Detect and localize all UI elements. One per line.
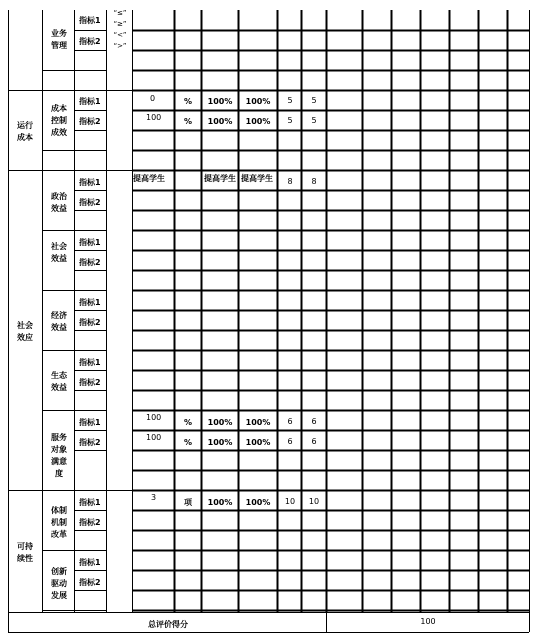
value: 100% bbox=[207, 438, 233, 447]
indicator-label: 指标2 bbox=[79, 378, 101, 387]
operator-symbol: “≥” bbox=[113, 20, 127, 28]
value: 100% bbox=[245, 97, 271, 106]
category-sustainability: 可持 续性 bbox=[17, 542, 33, 563]
value: 100% bbox=[245, 438, 271, 447]
score: 10 bbox=[308, 497, 320, 506]
score: 5 bbox=[311, 96, 317, 105]
indicator-label: 指标1 bbox=[79, 298, 101, 307]
score: 6 bbox=[287, 417, 293, 426]
score: 5 bbox=[311, 116, 317, 125]
sub-category-political: 政治 效益 bbox=[51, 192, 67, 213]
sub-category-innovation: 创新 驱动 发展 bbox=[51, 567, 67, 600]
indicator-label: 指标1 bbox=[79, 238, 101, 247]
value: 100% bbox=[207, 498, 233, 507]
unit: % bbox=[183, 117, 192, 126]
target-value: 100 bbox=[146, 413, 162, 422]
sub-category-satisfaction: 服务 对象 满意 度 bbox=[51, 433, 67, 478]
indicator-label: 指标2 bbox=[79, 258, 101, 267]
target-value: 100 bbox=[146, 433, 162, 442]
sub-category-cost-control: 成本 控制 成效 bbox=[51, 104, 67, 137]
unit: % bbox=[183, 438, 192, 447]
score: 6 bbox=[287, 437, 293, 446]
indicator-label: 指标2 bbox=[79, 518, 101, 527]
score: 8 bbox=[311, 177, 317, 186]
indicator-label: 指标2 bbox=[79, 318, 101, 327]
value: 提高学生 bbox=[204, 174, 236, 183]
target-value: 0 bbox=[150, 94, 156, 103]
sub-category-business-mgmt: 业务 管理 bbox=[51, 29, 67, 50]
score: 5 bbox=[287, 116, 293, 125]
category-social-effect: 社会 效应 bbox=[17, 321, 33, 342]
unit: % bbox=[183, 97, 192, 106]
indicator-label: 指标1 bbox=[79, 178, 101, 187]
target-value: 提高学生 bbox=[133, 174, 165, 183]
indicator-label: 指标2 bbox=[79, 117, 101, 126]
value: 100% bbox=[245, 418, 271, 427]
indicator-label: 指标1 bbox=[79, 97, 101, 106]
sub-category-economic: 经济 效益 bbox=[51, 311, 67, 332]
score: 8 bbox=[287, 177, 293, 186]
indicator-label: 指标2 bbox=[79, 198, 101, 207]
unit: % bbox=[183, 418, 192, 427]
indicator-label: 指标2 bbox=[79, 37, 101, 46]
total-score-label: 总评价得分 bbox=[148, 620, 188, 629]
score: 6 bbox=[311, 417, 317, 426]
score: 5 bbox=[287, 96, 293, 105]
unit: 项 bbox=[184, 498, 192, 507]
target-value: 3 bbox=[151, 493, 157, 502]
indicator-label: 指标2 bbox=[79, 578, 101, 587]
score: 6 bbox=[311, 437, 317, 446]
sub-category-social: 社会 效益 bbox=[51, 242, 67, 263]
operator-symbol: “≤” bbox=[113, 9, 127, 17]
category-operating-cost: 运行 成本 bbox=[17, 121, 33, 142]
value: 100% bbox=[245, 117, 271, 126]
value: 提高学生 bbox=[241, 174, 273, 183]
target-value: 100 bbox=[146, 113, 162, 122]
indicator-label: 指标1 bbox=[79, 16, 101, 25]
value: 100% bbox=[207, 117, 233, 126]
value: 100% bbox=[245, 498, 271, 507]
value: 100% bbox=[207, 418, 233, 427]
sub-category-mechanism-reform: 体制 机制 改革 bbox=[51, 506, 67, 539]
indicator-label: 指标1 bbox=[79, 558, 101, 567]
sub-category-ecological: 生态 效益 bbox=[51, 371, 67, 392]
operator-symbol: “<” bbox=[113, 31, 127, 39]
value: 100% bbox=[207, 97, 233, 106]
indicator-label: 指标1 bbox=[79, 418, 101, 427]
indicator-label: 指标1 bbox=[79, 498, 101, 507]
indicator-label: 指标2 bbox=[79, 438, 101, 447]
score: 10 bbox=[284, 497, 296, 506]
total-score-value: 100 bbox=[420, 617, 436, 626]
indicator-label: 指标1 bbox=[79, 358, 101, 367]
operator-symbol: “>” bbox=[113, 42, 127, 50]
